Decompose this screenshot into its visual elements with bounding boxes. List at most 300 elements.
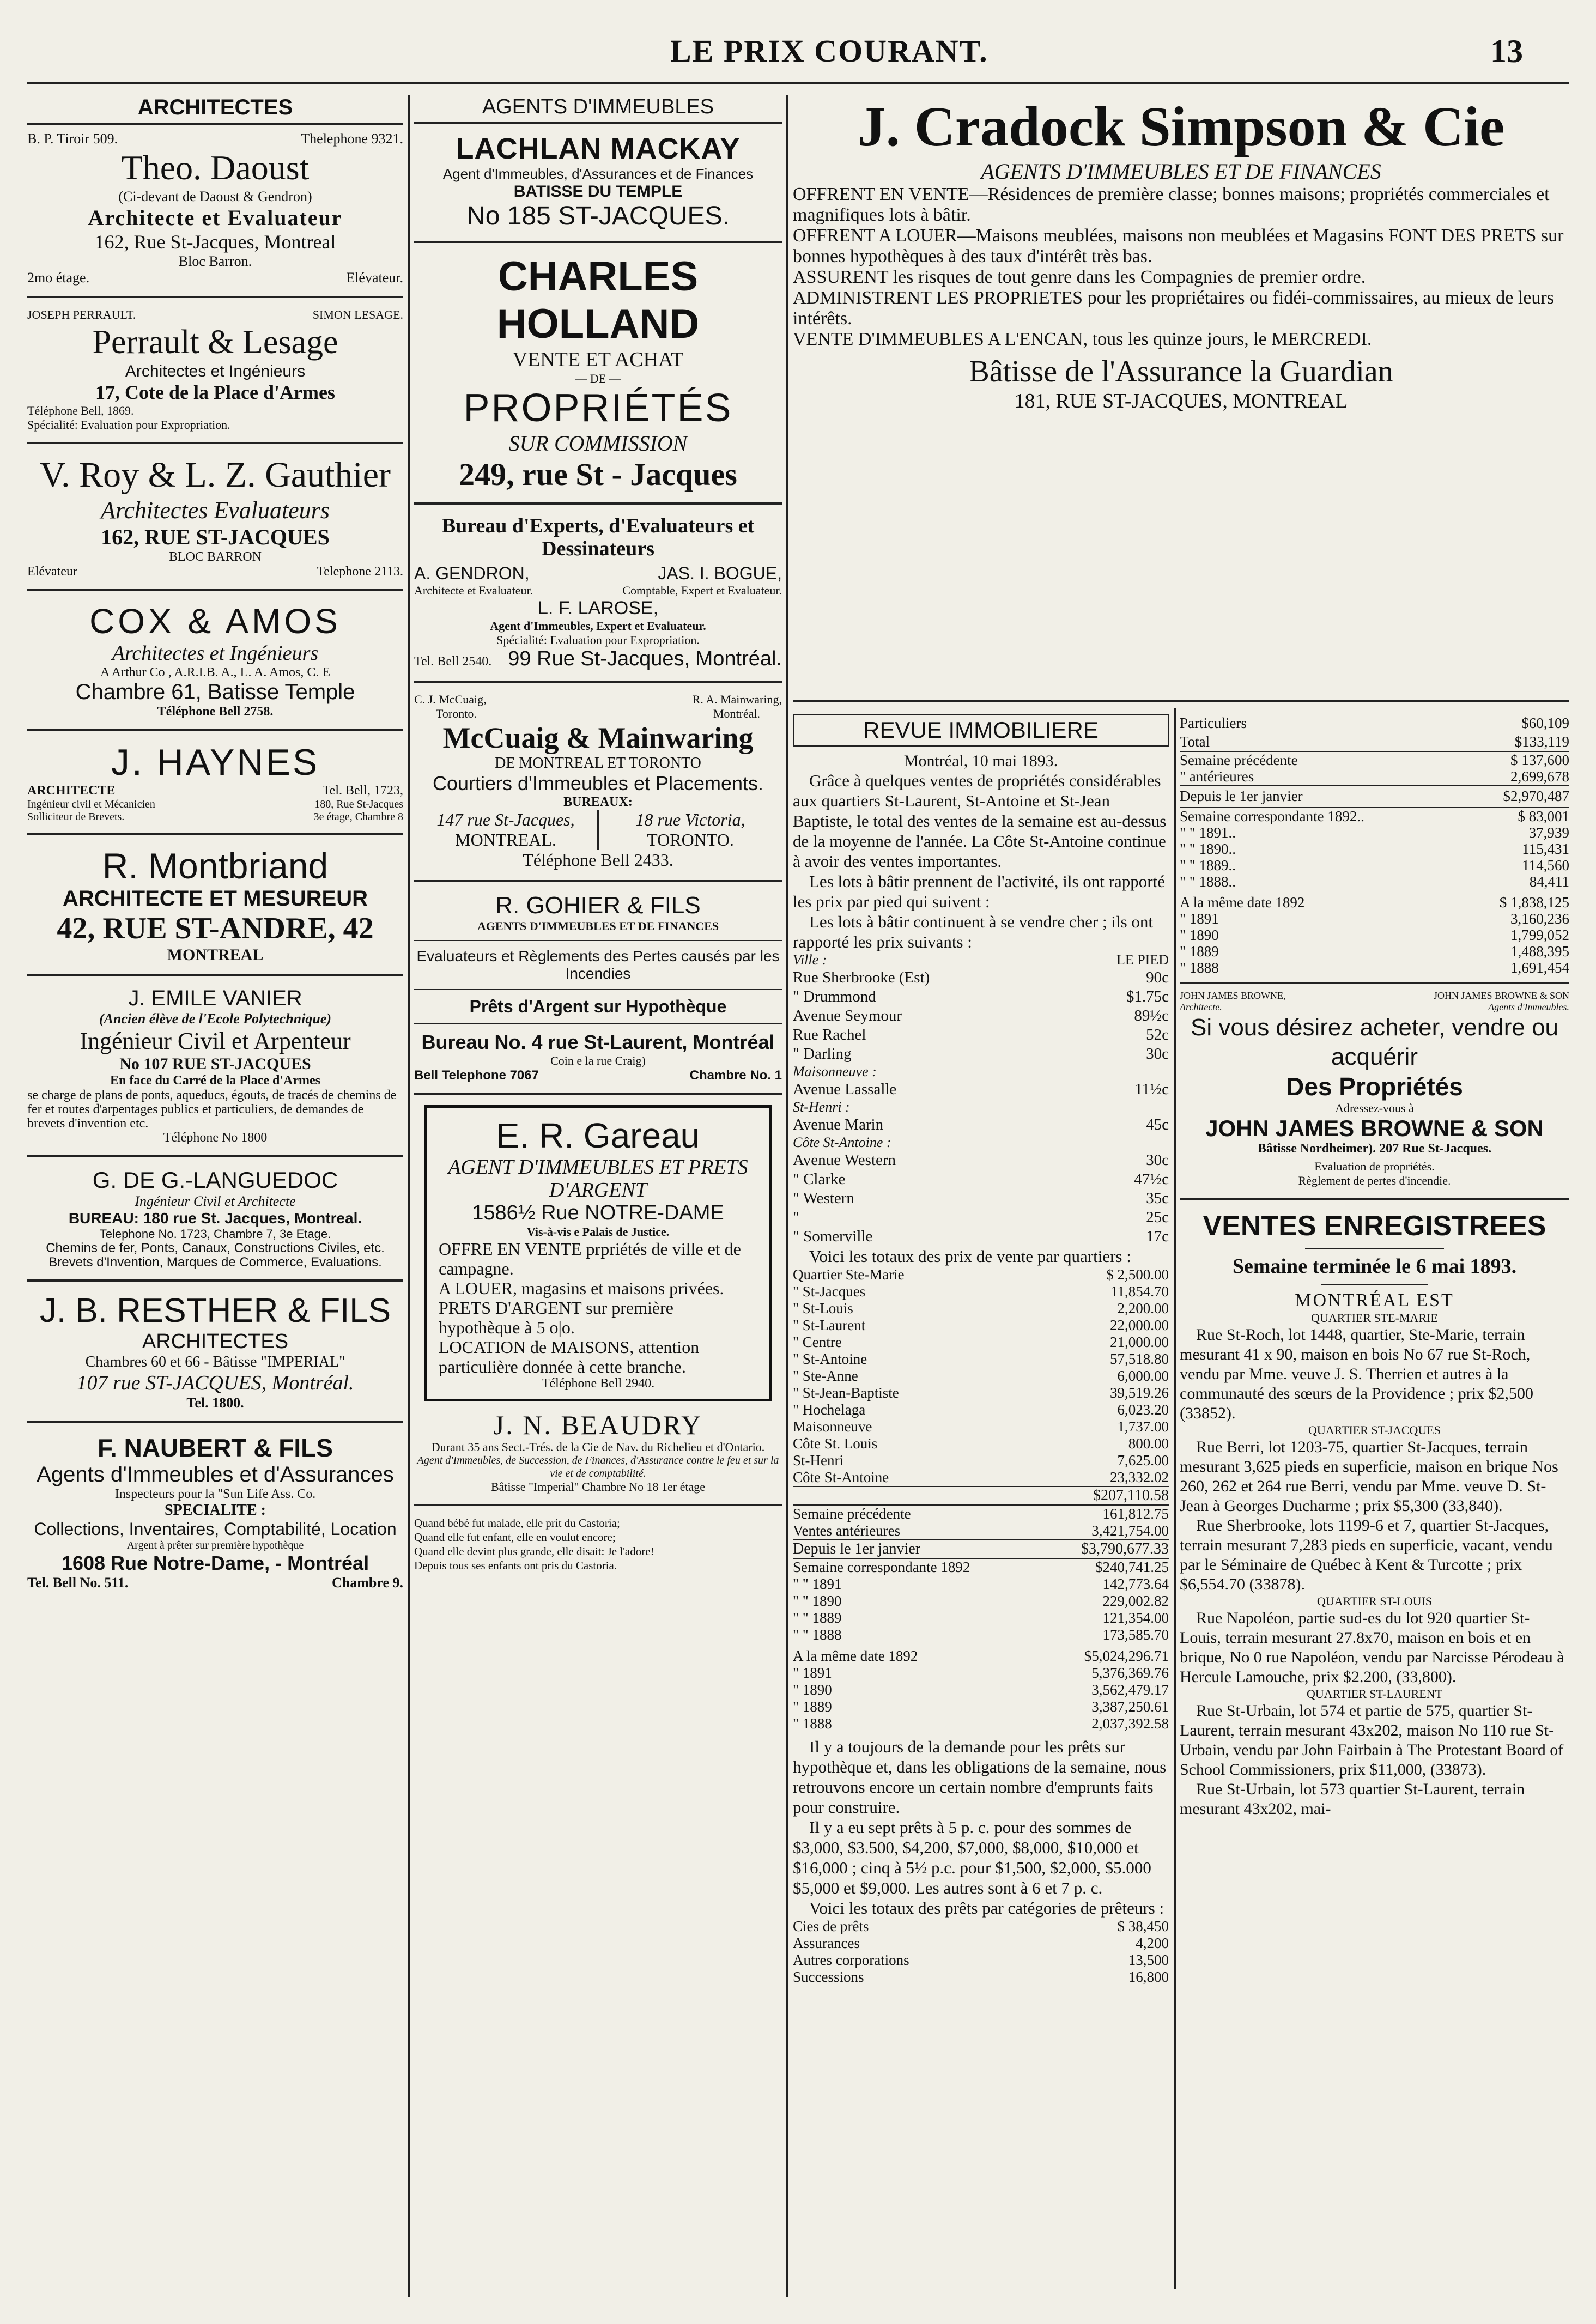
ville-table <box>793 968 1169 1064</box>
row-label: Semaine correspondante 1892.. <box>1180 808 1364 824</box>
table-row <box>1180 873 1569 890</box>
address: 17, Cote de la Place d'Armes <box>95 381 335 403</box>
preteurs-table <box>793 1918 1169 1986</box>
ad-browne <box>1180 990 1569 1188</box>
henri-table <box>793 1115 1169 1134</box>
city: TORONTO. <box>647 830 734 849</box>
firm-name: R. GOHIER & FILS <box>495 892 701 919</box>
line: OFFRENT EN VENTE—Résidences de première classe; bonnes maisons; propriétés commerciales et magnifiques lots à bâtir. <box>793 184 1550 225</box>
row-label: Semaine correspondante 1892 <box>793 1559 970 1575</box>
po-box: B. P. Tiroir 509. <box>27 131 118 147</box>
article-title: VENTES ENREGISTREES <box>1203 1210 1546 1242</box>
row-value: 173,585.70 <box>1102 1627 1169 1643</box>
table-row <box>793 1115 1169 1134</box>
line: Durant 35 ans Sect.-Trés. de la Cie de Nav. du Richelieu et d'Ontario. <box>431 1440 765 1454</box>
elevator: Elévateur. <box>346 270 403 286</box>
row-label: " Ste-Anne <box>793 1368 858 1384</box>
row-label: A la même date 1892 <box>1180 894 1305 911</box>
row-value: 161,812.75 <box>1102 1506 1169 1522</box>
row-value: 121,354.00 <box>1102 1610 1169 1626</box>
row-label: " Clarke <box>793 1170 846 1188</box>
phone: Tel. Bell No. 511. <box>27 1575 129 1591</box>
table-row <box>793 1418 1169 1435</box>
table-row <box>1180 911 1569 927</box>
role: AGENTS D'IMMEUBLES ET DE FINANCES <box>981 159 1381 184</box>
line: VENTE D'IMMEUBLES A L'ENCAN, tous les quinze jours, le MERCREDI. <box>793 329 1372 349</box>
quartier-heading: QUARTIER ST-LOUIS <box>1316 1594 1433 1608</box>
maisonneuve-table <box>793 1080 1169 1099</box>
firm-name: E. R. Gareau <box>496 1116 700 1155</box>
row-label: Cies de prêts <box>793 1918 869 1934</box>
right-subcolumn <box>1180 714 1569 2297</box>
row-label: Successions <box>793 1969 864 1985</box>
specialty: Spécialité: Evaluation pour Expropriation. <box>496 633 700 647</box>
table-row <box>793 1151 1169 1170</box>
ad-vanier <box>27 986 403 1145</box>
line: Adressez-vous à <box>1335 1101 1414 1115</box>
table-row <box>793 987 1169 1006</box>
building: BATISSE DU TEMPLE <box>513 183 683 201</box>
offer: PRETS D'ARGENT sur première hypothèque à 5 o|o. <box>439 1298 673 1337</box>
partner: R. A. Mainwaring, <box>692 693 782 706</box>
firm-name: J. EMILE VANIER <box>128 986 302 1010</box>
firm-name: CHARLES HOLLAND <box>496 253 700 347</box>
table-row <box>793 1317 1169 1334</box>
corner: Coin e la rue Craig) <box>550 1054 646 1067</box>
row-value: $ 137,600 <box>1510 752 1569 768</box>
person: JOHN JAMES BROWNE, <box>1180 990 1286 1001</box>
rule <box>1174 708 1176 2289</box>
ad-cox-amos <box>27 601 403 719</box>
row-value: 6,023.20 <box>1117 1401 1169 1418</box>
line: Evaluation de propriétés. <box>1314 1160 1435 1173</box>
specialty: SPECIALITE : <box>165 1502 266 1519</box>
row-value: 11,854.70 <box>1110 1283 1169 1300</box>
table-row <box>793 1351 1169 1368</box>
table-row <box>793 1715 1169 1732</box>
row-value: 1,488,395 <box>1510 943 1569 960</box>
description: se charge de plans de ponts, aqueducs, égouts, de tracés de chemins de fer et routes d'arpentages publics et particuliers, de demandes de brevets d'invention etc. <box>27 1088 397 1131</box>
row-value: 3,421,754.00 <box>1091 1522 1169 1539</box>
description: Chemins de fer, Ponts, Canaux, Constructions Civiles, etc. Brevets d'Invention, Marques de Commerce, Evaluations. <box>46 1241 385 1270</box>
row-label: Avenue Lassalle <box>793 1081 897 1098</box>
row-value: $ 1,838,125 <box>1499 894 1569 911</box>
ad-languedoc <box>27 1167 403 1270</box>
firm-name: F. NAUBERT & FILS <box>98 1434 333 1462</box>
building: Bâtisse de l'Assurance la Guardian <box>969 355 1393 389</box>
table-row <box>793 1170 1169 1189</box>
line: Des Propriétés <box>1286 1072 1463 1101</box>
table-row <box>793 1006 1169 1026</box>
loans: Argent à prêter sur première hypothèque <box>126 1539 304 1551</box>
firm-name: McCuaig & Mainwaring <box>442 721 754 754</box>
ad-cradock-simpson <box>793 95 1569 413</box>
table-row <box>793 1648 1169 1665</box>
week: Semaine terminée le 6 mai 1893. <box>1232 1255 1517 1278</box>
role: Agent d'Immeubles, Expert et Evaluateur. <box>490 619 706 633</box>
table-row <box>1180 808 1569 824</box>
row-value: 57,518.80 <box>1110 1351 1169 1367</box>
row-value: 5,376,369.76 <box>1091 1665 1169 1681</box>
firm-name: V. Roy & L. Z. Gauthier <box>39 455 391 495</box>
paragraph: Voici les totaux des prix de vente par quartiers : <box>809 1247 1131 1266</box>
table-row <box>793 1368 1169 1385</box>
bureaux: BUREAUX: <box>563 795 633 809</box>
stats-table-2 <box>1180 751 1569 785</box>
cities: DE MONTREAL ET TORONTO <box>495 755 701 772</box>
stats-meme <box>1180 894 1569 976</box>
table-row <box>793 1266 1169 1283</box>
former: (Ancien élève de l'Ecole Polytechnique) <box>99 1011 331 1027</box>
row-label: " 1891 <box>1180 911 1219 927</box>
row-value: $ 38,450 <box>1117 1918 1169 1934</box>
table-row <box>793 1522 1169 1539</box>
row-label: " 1891 <box>793 1665 832 1681</box>
phone: Thelephone 9321. <box>301 131 403 147</box>
person: A. GENDRON, <box>414 563 530 583</box>
region: MONTRÉAL EST <box>1295 1290 1454 1310</box>
quartier-heading: QUARTIER ST-JACQUES <box>1308 1423 1441 1437</box>
unit: LE PIED <box>1116 952 1169 968</box>
verse: Quand bébé fut malade, elle prit du Castoria; <box>414 1516 620 1530</box>
row-value: 45c <box>1146 1116 1169 1133</box>
phone: Tel. Bell, 1723, <box>322 784 403 798</box>
ad-castoria <box>414 1516 782 1573</box>
line: VENTE ET ACHAT <box>512 348 684 371</box>
row-value: 39,519.26 <box>1110 1385 1169 1401</box>
row-value: 2,200.00 <box>1117 1300 1169 1316</box>
phone: Téléphone No 1800 <box>163 1131 268 1145</box>
row-value: 37,939 <box>1528 824 1569 841</box>
row-value: 30c <box>1146 1045 1169 1063</box>
firm-name: COX & AMOS <box>89 602 341 641</box>
sale-entry: Rue Berri, lot 1203-75, quartier St-Jacques, terrain mesurant 3,625 pieds en superficie, maison en brique Nos 260, 262 et 264 rue Berri, vendu par Mme. veuve D. St-Jean à Georges Ducharme ; prix $5,300 (33,840). <box>1180 1438 1558 1515</box>
role: Architecte. <box>1180 1002 1222 1012</box>
row-label: Rue Sherbrooke (Est) <box>793 969 930 986</box>
line: Bâtisse "Imperial" Chambre No 18 1er étage <box>490 1480 706 1494</box>
row-label: " " 1889 <box>793 1610 842 1626</box>
row-value: 3,160,236 <box>1510 911 1569 927</box>
row-value: 52c <box>1146 1026 1169 1043</box>
phone: Téléphone Bell 2758. <box>157 705 274 719</box>
role: Agents d'Immeubles et d'Assurances <box>37 1463 394 1486</box>
row-label: " St-Jacques <box>793 1283 866 1300</box>
row-value: 142,773.64 <box>1102 1576 1169 1592</box>
quartier-heading: QUARTIER ST-LAURENT <box>1306 1687 1443 1701</box>
table-row <box>1180 714 1569 732</box>
rule <box>793 700 1569 702</box>
row-label: " " 1890.. <box>1180 841 1236 857</box>
row-label: " Drummond <box>793 988 876 1005</box>
row-value: 3,562,479.17 <box>1091 1682 1169 1698</box>
row-label: Ventes antérieures <box>793 1522 901 1539</box>
role: Courtiers d'Immeubles et Placements. <box>432 772 764 794</box>
row-value: 11½c <box>1134 1081 1169 1098</box>
table-row <box>1180 927 1569 943</box>
row-value: 22,000.00 <box>1110 1317 1169 1333</box>
role: AGENTS D'IMMEUBLES ET DE FINANCES <box>477 919 719 933</box>
quartiers-table <box>793 1266 1169 1486</box>
row-value: 21,000.00 <box>1110 1334 1169 1350</box>
city: Toronto. <box>436 707 477 720</box>
ad-gareau <box>424 1105 772 1401</box>
row-label: Avenue Seymour <box>793 1007 902 1024</box>
chambers: Chambres 60 et 66 - Bâtisse "IMPERIAL" <box>85 1354 345 1370</box>
subheading: Côte St-Antoine : <box>793 1134 891 1150</box>
table-row <box>793 968 1169 987</box>
role: Architectes et Ingénieurs <box>112 642 319 665</box>
row-value: 16,800 <box>1128 1969 1169 1985</box>
table-row <box>793 1080 1169 1099</box>
services: Collections, Inventaires, Comptabilité, Location <box>34 1519 397 1539</box>
address: 181, RUE ST-JACQUES, MONTREAL <box>1014 390 1348 412</box>
row-label: " Darling <box>793 1045 852 1063</box>
column-architectes <box>27 95 403 2297</box>
table-row <box>793 1045 1169 1064</box>
building: BLOC BARRON <box>168 550 262 564</box>
paragraph: Grâce à quelques ventes de propriétés considérables aux quartiers St-Laurent, St-Antoine et St-Jean Baptiste, le total des ventes de la semaine est au-dessus de la moyenne de l'année. La Côte St-Antoine continue à avoir des ventes importantes. <box>793 771 1167 871</box>
table-row <box>793 1559 1169 1576</box>
ad-beaudry <box>414 1409 782 1494</box>
row-label: St-Henri <box>793 1452 843 1469</box>
row-label: " " 1888 <box>793 1627 842 1643</box>
address: 1586½ Rue NOTRE-DAME <box>472 1202 724 1224</box>
subheading: Maisonneuve : <box>793 1064 877 1079</box>
role: Comptable, Expert et Evaluateur. <box>622 584 782 597</box>
phone: Téléphone Bell 2433. <box>523 850 673 870</box>
phone: Téléphone Bell, 1869. <box>27 404 134 417</box>
row-label: Total <box>1180 733 1210 750</box>
role: Ingénieur Civil et Architecte <box>135 1193 296 1209</box>
firm-name: Perrault & Lesage <box>92 324 338 361</box>
quartier-heading: QUARTIER STE-MARIE <box>1311 1311 1438 1325</box>
line: PROPRIÉTÉS <box>463 386 733 430</box>
table-row <box>793 1469 1169 1486</box>
dateline: Montréal, 10 mai 1893. <box>903 752 1058 770</box>
line: Règlement de pertes d'incendie. <box>1298 1174 1451 1187</box>
firm-name: J. Cradock Simpson & Cie <box>857 95 1505 158</box>
address: No 185 ST-JACQUES. <box>466 202 730 230</box>
row-label: " 1888 <box>793 1715 832 1732</box>
meme-table <box>793 1648 1169 1732</box>
row-label: Avenue Western <box>793 1151 896 1169</box>
row-label: " 1888 <box>1180 960 1219 976</box>
firm: JOHN JAMES BROWNE & SON <box>1433 990 1569 1001</box>
chamber: Chambre 61, Batisse Temple <box>75 680 355 704</box>
city: MONTREAL <box>167 946 264 964</box>
chamber: Chambre No. 1 <box>689 1068 782 1083</box>
phone: Telephone 2113. <box>317 565 403 579</box>
total: $207,110.58 <box>793 1486 1169 1504</box>
partner: C. J. McCuaig, <box>414 693 487 706</box>
section-heading: AGENTS D'IMMEUBLES <box>414 95 782 124</box>
role: ARCHITECTE <box>27 784 116 798</box>
table-row <box>793 1401 1169 1418</box>
row-value: $ 2,500.00 <box>1106 1266 1169 1283</box>
row-label: Autres corporations <box>793 1952 909 1968</box>
address: No 107 RUE ST-JACQUES <box>119 1055 311 1073</box>
detail: 3e étage, Chambre 8 <box>313 811 403 823</box>
row-label: Maisonneuve <box>793 1418 872 1435</box>
table-row <box>793 1952 1169 1969</box>
firm-name: R. Montbriand <box>102 846 329 886</box>
column-right <box>793 95 1569 2297</box>
row-label: " " 1890 <box>793 1593 842 1609</box>
header-rule <box>27 82 1569 84</box>
floor: 2mo étage. <box>27 270 90 286</box>
person: JAS. I. BOGUE, <box>658 563 782 583</box>
address: 42, RUE ST-ANDRE, 42 <box>57 912 374 945</box>
firm-name: LACHLAN MACKAY <box>456 132 741 165</box>
role: Architectes Evaluateurs <box>101 497 330 524</box>
partner: JOSEPH PERRAULT. <box>27 308 136 321</box>
detail: 180, Rue St-Jacques <box>314 798 403 810</box>
offer: OFFRE EN VENTE prpriétés de ville et de campagne. <box>439 1239 741 1278</box>
sale-entry: Rue St-Urbain, lot 574 et partie de 575, quartier St-Laurent, terrain mesurant 43x202, maison No 110 rue St-Urbain, vendu par John Fairbain à The Protestant Board of School Commissioners, prix $11,000, (33873). <box>1180 1702 1564 1779</box>
row-label: Côte St-Antoine <box>793 1469 889 1485</box>
row-label: Semaine précédente <box>793 1506 911 1522</box>
phone: Telephone No. 1723, Chambre 7, 3e Etage. <box>99 1227 331 1241</box>
firm-name: Theo. Daoust <box>121 148 310 187</box>
detail: Solliciteur de Brevets. <box>27 811 125 823</box>
table-row <box>793 1189 1169 1208</box>
table-row <box>793 1935 1169 1952</box>
row-value: 1,799,052 <box>1510 927 1569 943</box>
location: En face du Carré de la Place d'Armes <box>110 1073 320 1088</box>
revue-immobiliere <box>793 714 1169 2297</box>
row-label: " Somerville <box>793 1228 873 1245</box>
row-label: " St-Antoine <box>793 1351 867 1367</box>
table-row <box>1180 768 1569 785</box>
stats-table-1 <box>1180 714 1569 751</box>
ad-perrault-lesage <box>27 308 403 432</box>
address: Bâtisse Nordheimer). 207 Rue St-Jacques. <box>1257 1142 1492 1156</box>
line: — DE — <box>575 372 621 385</box>
row-label: " Centre <box>793 1334 842 1350</box>
line: ASSURENT les risques de tout genre dans les Compagnies de premier ordre. <box>793 267 1366 287</box>
line: ADMINISTRENT LES PROPRIETES pour les propriétaires ou fidéi-commissaires, au mieux de leurs intérêts. <box>793 288 1554 329</box>
row-label: Côte St. Louis <box>793 1435 878 1452</box>
row-value: 115,431 <box>1522 841 1569 857</box>
subheading: St-Henri : <box>793 1099 850 1115</box>
person: L. F. LAROSE, <box>537 598 659 618</box>
row-label: Avenue Marin <box>793 1116 884 1133</box>
row-value: $5,024,296.71 <box>1084 1648 1169 1664</box>
label: Depuis le 1er janvier <box>793 1540 921 1557</box>
row-value: 114,560 <box>1522 857 1569 873</box>
prec-table <box>793 1504 1169 1539</box>
phone: Tel. Bell 2540. <box>414 654 492 669</box>
table-row <box>793 1300 1169 1317</box>
value: $3,790,677.33 <box>1081 1540 1169 1557</box>
page-header <box>0 33 1596 71</box>
phone: Bell Telephone 7067 <box>414 1068 539 1083</box>
row-label: " Hochelaga <box>793 1401 866 1418</box>
firm-name: G. DE G.-LANGUEDOC <box>92 1167 338 1193</box>
row-value: 25c <box>1146 1209 1169 1226</box>
row-value: $ 83,001 <box>1518 808 1569 824</box>
ventes-enregistrees <box>1180 1210 1569 1819</box>
row-value: 35c <box>1146 1190 1169 1207</box>
firm-name: J. HAYNES <box>111 742 320 783</box>
table-row <box>793 1208 1169 1227</box>
building: Bloc Barron. <box>178 253 252 269</box>
row-label: " 1889 <box>793 1698 832 1715</box>
city: Montréal. <box>713 707 760 720</box>
address: 147 rue St-Jacques, <box>436 810 575 829</box>
row-value: 2,699,678 <box>1510 768 1569 785</box>
table-row <box>1180 751 1569 768</box>
ad-holland <box>414 253 782 493</box>
line: Evaluateurs et Règlements des Pertes causés par les Incendies <box>416 948 780 982</box>
inspectors: Inspecteurs pour la "Sun Life Ass. Co. <box>114 1487 316 1501</box>
label: Depuis le 1er janvier <box>1180 788 1303 804</box>
table-row <box>1180 824 1569 841</box>
people: A Arthur Co , A.R.I.B. A., L. A. Amos, C. E <box>100 665 331 679</box>
sale-entry: Rue St-Roch, lot 1448, quartier, Ste-Marie, terrain mesurant 41 x 90, maison en bois No 67 rue St-Roch, vendu par Mme. veuve J. S. Therrien et autres à la communauté des sœurs de la Providence ; prix $2,500 (33852). <box>1180 1326 1534 1422</box>
table-row <box>793 1385 1169 1401</box>
row-value: $133,119 <box>1514 733 1569 750</box>
ad-mccuaig <box>414 693 782 870</box>
role: Architecte et Evaluateur <box>88 205 343 230</box>
table-row <box>1180 841 1569 857</box>
address: 99 Rue St-Jacques, Montréal. <box>508 647 782 670</box>
row-label: " St-Louis <box>793 1300 853 1316</box>
row-label: " " 1888.. <box>1180 873 1236 890</box>
paragraph: Il y a eu sept prêts à 5 p. c. pour des sommes de $3,000, $3.500, $4,200, $7,000, $8,000, $10,000 et $16,000 ; cinq à 5½ p.c. pour $1,500, $2,000, $5.000 $5,000 et $9,000. Les autres sont à 6 et 7 p. c. <box>793 1818 1151 1897</box>
bureau: BUREAU: 180 rue St. Jacques, Montreal. <box>68 1210 362 1227</box>
article-title: REVUE IMMOBILIERE <box>793 714 1169 747</box>
row-value: 17c <box>1146 1228 1169 1245</box>
table-row <box>1180 857 1569 873</box>
address: 162, Rue St-Jacques, Montreal <box>94 231 336 253</box>
verse: Depuis tous ses enfants ont pris du Castoria. <box>414 1559 617 1572</box>
row-value: 800.00 <box>1128 1435 1169 1452</box>
row-label: Rue Rachel <box>793 1026 866 1043</box>
table-row <box>793 1026 1169 1045</box>
newspaper-title: LE PRIX COURANT. <box>670 33 988 69</box>
table-row <box>793 1969 1169 1986</box>
table-row <box>793 1627 1169 1643</box>
city: MONTREAL. <box>455 830 556 849</box>
table-row <box>1180 732 1569 751</box>
line: Si vous désirez acheter, vendre ou acquérir <box>1190 1014 1559 1070</box>
role: ARCHITECTES <box>142 1330 289 1353</box>
row-label: " " 1891.. <box>1180 824 1236 841</box>
row-label: Quartier Ste-Marie <box>793 1266 905 1283</box>
detail: Ingénieur civil et Mécanicien <box>27 798 155 810</box>
row-value: 47½c <box>1134 1170 1169 1188</box>
elevator: Elévateur <box>27 565 77 579</box>
table-row <box>793 1283 1169 1300</box>
ad-gohier <box>414 892 782 1083</box>
subheading: Ville : <box>793 952 827 968</box>
ad-roy-gauthier <box>27 454 403 579</box>
column-agents <box>414 95 782 2297</box>
stats-corresp <box>1180 808 1569 890</box>
row-label: " antérieures <box>1180 768 1254 785</box>
table-row <box>793 1665 1169 1682</box>
line: Prêts d'Argent sur Hypothèque <box>469 997 727 1016</box>
chamber: Chambre 9. <box>332 1575 403 1591</box>
role: ARCHITECTE ET MESUREUR <box>62 887 368 911</box>
row-label: " 1890 <box>1180 927 1219 943</box>
cote-table <box>793 1151 1169 1246</box>
opposite: Vis-à-vis e Palais de Justice. <box>526 1225 670 1239</box>
row-value: 84,411 <box>1529 873 1569 890</box>
role: Agent d'Immeubles, d'Assurances et de Finances <box>442 166 754 182</box>
ad-montbriand <box>27 845 403 964</box>
